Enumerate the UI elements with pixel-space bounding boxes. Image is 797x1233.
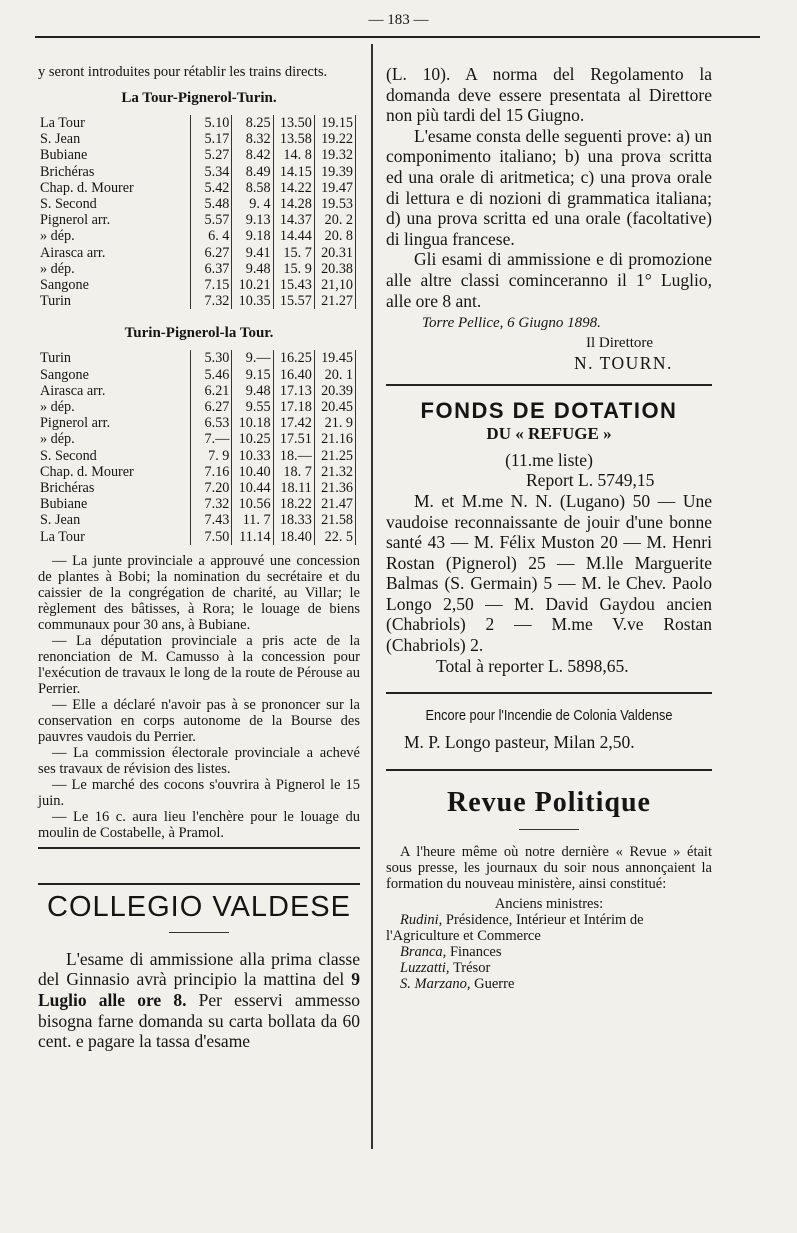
departure-time: 8.32 <box>232 131 273 147</box>
timetable-row <box>38 228 356 244</box>
timetable-1-title: La Tour-Pignerol-Turin. <box>121 90 277 106</box>
departure-time: 19.39 <box>314 164 355 180</box>
departure-time: 20.31 <box>314 245 355 261</box>
station-name: Turin <box>40 293 72 310</box>
departure-time: 9.55 <box>232 399 273 415</box>
director-role: Il Direttore <box>586 335 654 352</box>
timetable-row <box>38 399 356 415</box>
page-number: — 183 — <box>368 12 429 28</box>
departure-time: 18.— <box>273 448 314 464</box>
departure-time: 14.37 <box>273 212 314 228</box>
station-name: Sangone <box>40 366 89 383</box>
station-name: » dép. <box>40 399 75 416</box>
departure-time: 6.37 <box>191 261 232 277</box>
minister-name: S. Marzano, <box>400 975 471 992</box>
column-divider <box>371 44 373 1149</box>
station-name: La Tour <box>40 528 85 545</box>
departure-time: 21.36 <box>314 480 355 496</box>
departure-time: 21.32 <box>314 464 355 480</box>
timetable-row <box>38 245 356 261</box>
departure-time: 9. 4 <box>232 196 273 212</box>
timetable-2-title: Turin-Pignerol-la Tour. <box>124 325 274 342</box>
departure-time: 19.45 <box>314 350 355 366</box>
top-rule <box>35 36 760 38</box>
departure-time: 21,10 <box>314 277 355 293</box>
minister-role: Présidence, Intérieur et Intérim de l'Agriculture et Commerce <box>386 911 644 944</box>
departure-time: 14.28 <box>273 196 314 212</box>
report-line: Report L. 5749,15 <box>526 470 655 491</box>
collegio-text <box>38 949 360 1052</box>
station-name: S. Second <box>40 196 97 213</box>
departure-time: 20. 8 <box>314 228 355 244</box>
paragraph: (L. 10). A norma del Regolamento la domanda deve essere presentata al Direttore non più tardi del 15 Giugno. <box>386 64 712 126</box>
encore-heading: Encore pour l'Incendie de Colonia Valdense <box>425 708 673 725</box>
paragraph: Gli esami di ammissione e di promozione alle altre classi cominceranno il 1° Luglio, alle ore 8 ant. <box>386 249 712 311</box>
news-item: — La junte provinciale a approuvé une concession de plantes à Bobi; la nomination du secrétaire et du caissier de la congrégation de charité, au Villar; le règlement des bâtisses, à Rora; le louage de biens communaux pour 30 ans, à Bubiane. <box>38 552 360 633</box>
station-name: » dép. <box>40 260 75 277</box>
departure-time: 19.32 <box>314 147 355 163</box>
minister-role: Trésor <box>452 959 491 976</box>
departure-time: 14.44 <box>273 228 314 244</box>
section-rule <box>38 847 360 849</box>
departure-time: 10.56 <box>232 496 273 512</box>
timetable-row <box>38 196 356 212</box>
departure-time: 18.40 <box>273 529 314 545</box>
station-name: S. Jean <box>40 512 81 529</box>
departure-time: 10.35 <box>232 293 273 309</box>
departure-time: 20.38 <box>314 261 355 277</box>
liste-number: (11.me liste) <box>505 449 593 470</box>
timetable-row <box>38 367 356 383</box>
departure-time: 7.— <box>191 431 232 447</box>
timetable-row <box>38 431 356 447</box>
departure-time: 19.22 <box>314 131 355 147</box>
departure-time: 17.51 <box>273 431 314 447</box>
donations: M. et M.me N. N. (Lugano) 50 — Une vaudoise reconnaissante de jouir d'une bonne santé 43 — M. Félix Muston 20 — M. Henri Rostan (Pignerol) 25 — M.lle Marguerite Balmas (S. Germain) 5 — M. le Chev. Paolo Longo 2,50 — M. David Gaydou ancien (Chabriols) 2 — M.me V.ve Rostan (Chabriols) 2. <box>386 490 712 656</box>
departure-time: 18.22 <box>273 496 314 512</box>
timetable-row <box>38 480 356 496</box>
timetable-row <box>38 512 356 528</box>
station-name: » dép. <box>40 228 75 245</box>
longo-line: M. P. Longo pasteur, Milan 2,50. <box>404 732 635 753</box>
timetable-row <box>38 261 356 277</box>
departure-time: 11.14 <box>232 529 273 545</box>
station-name: Sangone <box>40 277 89 294</box>
timetable-row <box>38 115 356 131</box>
timetable-row <box>38 180 356 196</box>
departure-time: 9.41 <box>232 245 273 261</box>
departure-time: 6. 4 <box>191 228 232 244</box>
station-name: Turin <box>40 350 72 367</box>
news-item: — La commission électorale provinciale a achevé ses travaux de révision des listes. <box>38 744 360 777</box>
departure-time: 5.42 <box>191 180 232 196</box>
departure-time: 18.33 <box>273 512 314 528</box>
right-column <box>386 64 712 992</box>
station-name: La Tour <box>40 115 85 131</box>
timetable-row <box>38 293 356 309</box>
ornament <box>519 829 579 830</box>
departure-time: 19.15 <box>314 115 355 131</box>
news-item: — La députation provinciale a pris acte de la renonciation de M. Camusso à la concession pour l'exécution de travaux le long de la route de Pérouse au Perrier. <box>38 632 360 697</box>
departure-time: 8.25 <box>232 115 273 131</box>
station-name: Airasca arr. <box>40 244 106 261</box>
departure-time: 7.43 <box>191 512 232 528</box>
departure-time: 14. 8 <box>273 147 314 163</box>
departure-time: 10.25 <box>232 431 273 447</box>
departure-time: 13.58 <box>273 131 314 147</box>
departure-time: 20.39 <box>314 383 355 399</box>
news-item: — Elle a déclaré n'avoir pas à se prononcer sur la conservation en corps autonome de la Bourse des pauvres vaudois du Perrier. <box>38 696 360 745</box>
departure-time: 21.16 <box>314 431 355 447</box>
section-rule <box>38 883 360 885</box>
timetable-row <box>38 448 356 464</box>
departure-time: 22. 5 <box>314 529 355 545</box>
departure-time: 5.34 <box>191 164 232 180</box>
departure-time: 15.57 <box>273 293 314 309</box>
total-line: Total à reporter L. 5898,65. <box>436 655 629 676</box>
departure-time: 14.15 <box>273 164 314 180</box>
collegio-date: 9 Luglio alle ore 8. <box>38 969 360 1011</box>
section-rule <box>386 692 712 694</box>
revue-paragraph: A l'heure même où notre dernière « Revue » était sous presse, les journaux du soir nous annonçaient la formation du nouveau ministère, ainsi constitué: <box>386 843 712 892</box>
departure-time: 8.42 <box>232 147 273 163</box>
dateline: Torre Pellice, 6 Giugno 1898. <box>422 315 601 332</box>
departure-time: 13.50 <box>273 115 314 131</box>
intro-text: y seront introduites pour rétablir les trains directs. <box>38 64 328 80</box>
news-item: — Le 16 c. aura lieu l'enchère pour le louage du moulin de Costabelle, à Pramol. <box>38 808 360 841</box>
station-name: Chap. d. Mourer <box>40 179 134 196</box>
station-name: » dép. <box>40 431 75 448</box>
departure-time: 16.40 <box>273 367 314 383</box>
departure-time: 5.30 <box>191 350 232 366</box>
station-name: Bubiane <box>40 496 88 513</box>
collegio-text-a: L'esame di ammissione alla prima classe del Ginnasio avrà principio la mattina del <box>38 948 360 990</box>
departure-time: 11. 7 <box>232 512 273 528</box>
timetable-row <box>38 212 356 228</box>
anciens-heading: Anciens ministres: <box>494 895 604 912</box>
departure-time: 19.53 <box>314 196 355 212</box>
departure-time: 9.15 <box>232 367 273 383</box>
departure-time: 6.27 <box>191 399 232 415</box>
minister-role: Guerre <box>474 975 515 992</box>
departure-time: 7.32 <box>191 293 232 309</box>
departure-time: 6.21 <box>191 383 232 399</box>
departure-time: 7.16 <box>191 464 232 480</box>
timetable-row <box>38 464 356 480</box>
departure-time: 14.22 <box>273 180 314 196</box>
departure-time: 7.15 <box>191 277 232 293</box>
departure-time: 21.27 <box>314 293 355 309</box>
left-column <box>38 64 360 1052</box>
departure-time: 21.25 <box>314 448 355 464</box>
departure-time: 21.58 <box>314 512 355 528</box>
paragraph: L'esame consta delle seguenti prove: a) un componimento italiano; b) una prova scritta ed una orale di aritmetica; c) una prova orale di lettura e di nozioni di grammatica italiana; d) una prova scritta ed una orale (facoltative) di lingua francese. <box>386 125 712 249</box>
departure-time: 10.44 <box>232 480 273 496</box>
departure-time: 6.53 <box>191 415 232 431</box>
timetable-row <box>38 415 356 431</box>
departure-time: 5.10 <box>191 115 232 131</box>
donations-list <box>386 491 712 656</box>
departure-time: 18.11 <box>273 480 314 496</box>
station-name: Brichéras <box>40 163 95 180</box>
departure-time: 8.58 <box>232 180 273 196</box>
departure-time: 7.20 <box>191 480 232 496</box>
section-rule <box>386 384 712 386</box>
departure-time: 15. 7 <box>273 245 314 261</box>
timetable-row <box>38 496 356 512</box>
departure-time: 18. 7 <box>273 464 314 480</box>
departure-time: 7.50 <box>191 529 232 545</box>
departure-time: 20.45 <box>314 399 355 415</box>
departure-time: 7.32 <box>191 496 232 512</box>
departure-time: 5.57 <box>191 212 232 228</box>
departure-time: 17.42 <box>273 415 314 431</box>
news-items <box>38 553 360 841</box>
departure-time: 8.49 <box>232 164 273 180</box>
departure-time: 5.27 <box>191 147 232 163</box>
minister-role: Finances <box>449 943 502 960</box>
station-name: Bubiane <box>40 147 88 164</box>
station-name: Pignerol arr. <box>40 212 111 229</box>
departure-time: 7. 9 <box>191 448 232 464</box>
news-item: — Le marché des cocons s'ouvrira à Pignerol le 15 juin. <box>38 776 360 809</box>
timetable-row <box>38 383 356 399</box>
timetable-row <box>38 147 356 163</box>
minister-name: Rudini, <box>400 911 443 928</box>
departure-time: 5.48 <box>191 196 232 212</box>
revue-title: Revue Politique <box>447 786 651 818</box>
departure-time: 10.21 <box>232 277 273 293</box>
timetable-row <box>38 164 356 180</box>
refuge-subtitle: DU « REFUGE » <box>486 423 612 443</box>
departure-time: 16.25 <box>273 350 314 366</box>
departure-time: 21. 9 <box>314 415 355 431</box>
section-rule <box>386 769 712 771</box>
departure-time: 21.47 <box>314 496 355 512</box>
station-name: S. Second <box>40 447 97 464</box>
minister-name: Branca, <box>400 943 447 960</box>
departure-time: 6.27 <box>191 245 232 261</box>
timetable-row <box>38 277 356 293</box>
departure-time: 15.43 <box>273 277 314 293</box>
minister-name: Luzzatti, <box>400 959 450 976</box>
departure-time: 15. 9 <box>273 261 314 277</box>
collegio-text-b: Per esservi ammesso bisogna farne domanda su carta bollata da 60 cent. e pagare la tassa d'esame <box>38 990 360 1052</box>
station-name: Airasca arr. <box>40 382 106 399</box>
departure-time: 9.— <box>232 350 273 366</box>
ministers-list <box>386 912 712 992</box>
timetable-row <box>38 350 356 366</box>
timetable-1 <box>38 115 356 309</box>
departure-time: 20. 1 <box>314 367 355 383</box>
departure-time: 10.18 <box>232 415 273 431</box>
departure-time: 5.46 <box>191 367 232 383</box>
departure-time: 9.13 <box>232 212 273 228</box>
station-name: Pignerol arr. <box>40 415 111 432</box>
departure-time: 10.33 <box>232 448 273 464</box>
timetable-row <box>38 131 356 147</box>
collegio-continued <box>386 64 712 311</box>
departure-time: 20. 2 <box>314 212 355 228</box>
departure-time: 9.48 <box>232 261 273 277</box>
station-name: Brichéras <box>40 480 95 497</box>
station-name: Chap. d. Mourer <box>40 463 134 480</box>
departure-time: 5.17 <box>191 131 232 147</box>
collegio-title: COLLEGIO VALDESE <box>47 890 351 923</box>
departure-time: 17.18 <box>273 399 314 415</box>
departure-time: 9.18 <box>232 228 273 244</box>
departure-time: 17.13 <box>273 383 314 399</box>
departure-time: 9.48 <box>232 383 273 399</box>
revue-intro <box>386 844 712 892</box>
timetable-row <box>38 529 356 545</box>
ornament <box>169 932 229 933</box>
station-name: S. Jean <box>40 131 81 148</box>
timetable-2 <box>38 350 356 544</box>
departure-time: 10.40 <box>232 464 273 480</box>
director-name: N. TOURN. <box>574 353 673 374</box>
departure-time: 19.47 <box>314 180 355 196</box>
fonds-title: FONDS DE DOTATION <box>420 397 678 423</box>
